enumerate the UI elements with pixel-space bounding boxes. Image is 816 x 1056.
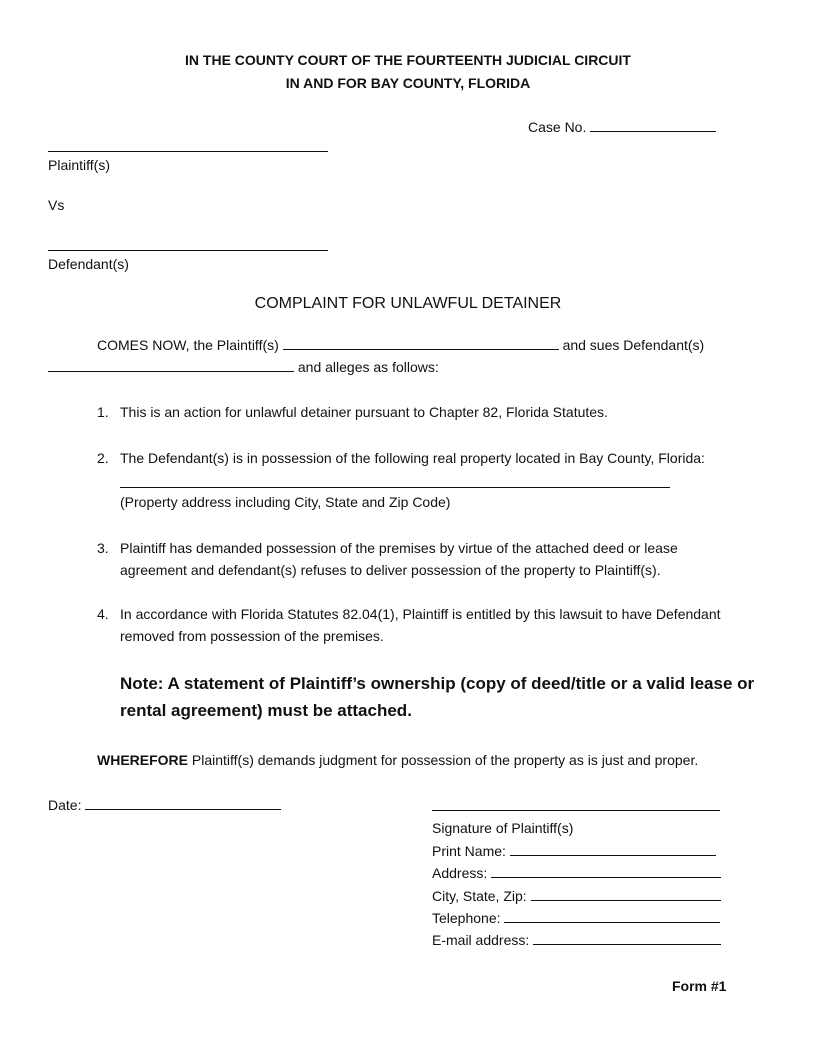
court-header-line2: IN AND FOR BAY COUNTY, FLORIDA bbox=[285, 75, 531, 91]
intro-line2 bbox=[48, 359, 439, 375]
address-label: Address: bbox=[432, 865, 488, 881]
item-2-text: The Defendant(s) is in possession of the following real property located in Bay County, Florida: bbox=[120, 450, 705, 466]
item-3-line2: agreement and defendant(s) refuses to deliver possession of the property to Plaintiff(s). bbox=[120, 562, 661, 578]
case-number bbox=[528, 119, 716, 135]
versus-label: Vs bbox=[48, 197, 65, 213]
intro-defendant-blank[interactable] bbox=[48, 359, 294, 372]
plaintiff-label: Plaintiff(s) bbox=[48, 157, 110, 173]
defendant-blank[interactable] bbox=[48, 250, 328, 251]
item-1-text: This is an action for unlawful detainer pursuant to Chapter 82, Florida Statutes. bbox=[120, 404, 608, 420]
note-line2: rental agreement) must be attached. bbox=[120, 701, 412, 720]
intro-line1 bbox=[97, 337, 704, 353]
signature-blank[interactable] bbox=[432, 810, 720, 811]
complaint-title: COMPLAINT FOR UNLAWFUL DETAINER bbox=[254, 295, 562, 312]
note-line1: Note: A statement of Plaintiff’s ownership (copy of deed/title or a valid lease or bbox=[120, 674, 755, 693]
wherefore-bold: WHEREFORE bbox=[97, 752, 188, 768]
form-number: Form #1 bbox=[672, 978, 727, 994]
city-state-zip-blank[interactable] bbox=[531, 888, 721, 901]
case-number-label: Case No. bbox=[528, 119, 587, 135]
print-name-field bbox=[432, 843, 716, 859]
case-number-blank[interactable] bbox=[590, 119, 716, 132]
address-blank[interactable] bbox=[491, 865, 721, 878]
print-name-label: Print Name: bbox=[432, 843, 506, 859]
intro-part1: COMES NOW, the Plaintiff(s) bbox=[97, 337, 279, 353]
email-field bbox=[432, 932, 721, 948]
city-state-zip-field bbox=[432, 888, 721, 904]
defendant-label: Defendant(s) bbox=[48, 256, 129, 272]
item-4-line2: removed from possession of the premises. bbox=[120, 628, 384, 644]
date-label: Date: bbox=[48, 797, 82, 813]
court-header-line1: IN THE COUNTY COURT OF THE FOURTEENTH JUDICIAL CIRCUIT bbox=[185, 52, 631, 68]
item-2-number: 2. bbox=[97, 450, 109, 466]
intro-plaintiff-blank[interactable] bbox=[283, 337, 559, 350]
city-state-zip-label: City, State, Zip: bbox=[432, 888, 527, 904]
item-3-number: 3. bbox=[97, 540, 109, 556]
item-4-number: 4. bbox=[97, 606, 109, 622]
telephone-label: Telephone: bbox=[432, 910, 501, 926]
telephone-blank[interactable] bbox=[504, 910, 720, 923]
email-label: E-mail address: bbox=[432, 932, 530, 948]
email-blank[interactable] bbox=[533, 932, 721, 945]
plaintiff-blank[interactable] bbox=[48, 151, 328, 152]
telephone-field bbox=[432, 910, 720, 926]
item-4-line1: In accordance with Florida Statutes 82.04(1), Plaintiff is entitled by this lawsuit to have Defendant bbox=[120, 606, 721, 622]
address-field bbox=[432, 865, 721, 881]
wherefore-text: Plaintiff(s) demands judgment for possession of the property as is just and proper. bbox=[188, 752, 699, 768]
item-3-line1: Plaintiff has demanded possession of the premises by virtue of the attached deed or lease bbox=[120, 540, 678, 556]
date-blank[interactable] bbox=[85, 797, 281, 810]
date-field bbox=[48, 797, 281, 813]
item-2-subtext: (Property address including City, State and Zip Code) bbox=[120, 494, 451, 510]
signature-label: Signature of Plaintiff(s) bbox=[432, 820, 574, 836]
intro-part3: and alleges as follows: bbox=[297, 359, 439, 375]
intro-part2: and sues Defendant(s) bbox=[562, 337, 705, 353]
wherefore-clause bbox=[97, 752, 698, 768]
item-1-number: 1. bbox=[97, 404, 109, 420]
property-address-blank[interactable] bbox=[120, 487, 670, 488]
print-name-blank[interactable] bbox=[510, 843, 716, 856]
